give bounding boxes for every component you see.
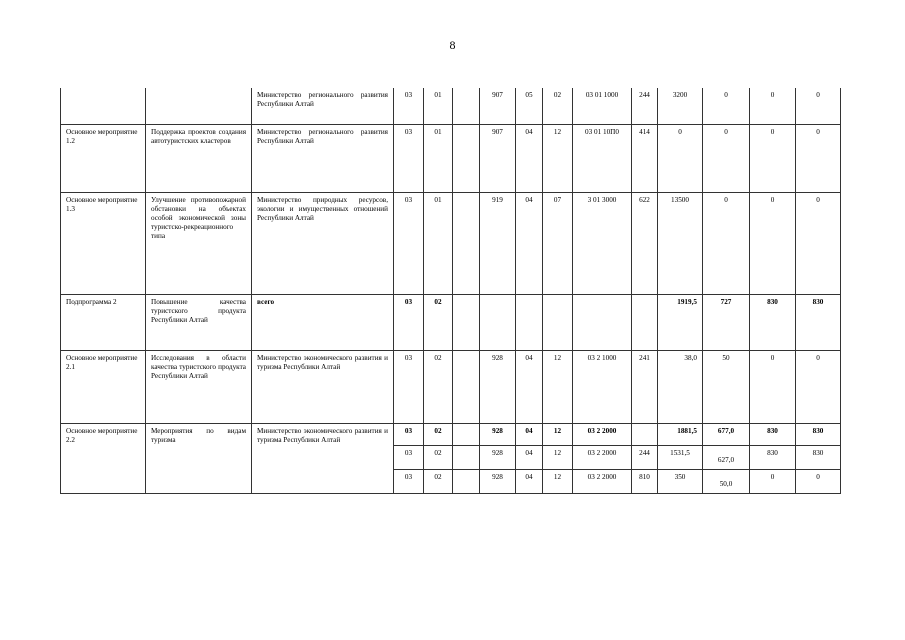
cell-c2: 02 [424, 350, 453, 423]
table-row [61, 294, 841, 350]
cell-c4 [480, 294, 516, 350]
cell-v3: 0 [750, 88, 796, 124]
row-name: Основное мероприятие 2.2 [61, 423, 146, 493]
cell-c4: 928 [480, 469, 516, 493]
cell-v3: 0 [750, 350, 796, 423]
table-row [61, 192, 841, 294]
cell-v1: 350 [658, 469, 703, 493]
cell-c7: 414 [632, 124, 658, 192]
cell-code: 03 2 2000 [573, 423, 632, 445]
cell-c6: 12 [543, 469, 573, 493]
table-row [61, 350, 841, 423]
cell-v2: 0 [703, 88, 750, 124]
cell-c7 [632, 423, 658, 445]
cell-c6: 12 [543, 350, 573, 423]
cell-c6: 07 [543, 192, 573, 294]
cell-c1: 03 [394, 350, 424, 423]
cell-v2: 627,0 [703, 445, 750, 469]
cell-v4: 0 [796, 124, 841, 192]
row-ministry: Министерство экономического развития и туризма Республики Алтай [252, 350, 394, 423]
cell-c7: 244 [632, 445, 658, 469]
cell-v4: 830 [796, 423, 841, 445]
row-title: Мероприятия по видам туризма [146, 423, 252, 493]
row-name [61, 88, 146, 124]
cell-c3 [453, 294, 480, 350]
page-number: 8 [449, 38, 456, 52]
cell-v4: 0 [796, 469, 841, 493]
cell-c5: 04 [516, 124, 543, 192]
row-ministry: Министерство экономического развития и туризма Республики Алтай [252, 423, 394, 493]
cell-c3 [453, 423, 480, 445]
cell-c7: 244 [632, 88, 658, 124]
cell-c3 [453, 124, 480, 192]
cell-c3 [453, 192, 480, 294]
cell-v1: 3200 [658, 88, 703, 124]
cell-code: 03 01 1000 [573, 88, 632, 124]
cell-v1: 1881,5 [658, 423, 703, 445]
cell-v3: 830 [750, 445, 796, 469]
cell-c7: 241 [632, 350, 658, 423]
cell-v1: 1919,5 [658, 294, 703, 350]
cell-code: 03 2 1000 [573, 350, 632, 423]
cell-v3: 830 [750, 294, 796, 350]
cell-v2: 677,0 [703, 423, 750, 445]
row-ministry: Министерство регионального развития Республики Алтай [252, 124, 394, 192]
cell-v1: 1531,5 [658, 445, 703, 469]
cell-v2: 50,0 [703, 469, 750, 493]
cell-v2: 727 [703, 294, 750, 350]
cell-c5: 05 [516, 88, 543, 124]
cell-c4: 928 [480, 423, 516, 445]
cell-c5: 04 [516, 192, 543, 294]
cell-c2: 02 [424, 423, 453, 445]
cell-c6: 02 [543, 88, 573, 124]
row-name: Подпрограмма 2 [61, 294, 146, 350]
cell-v4: 0 [796, 88, 841, 124]
cell-v2: 50 [703, 350, 750, 423]
cell-c6: 12 [543, 124, 573, 192]
cell-v1: 38,0 [658, 350, 703, 423]
row-name: Основное мероприятие 1.2 [61, 124, 146, 192]
cell-v3: 0 [750, 124, 796, 192]
cell-v4: 0 [796, 350, 841, 423]
cell-c1: 03 [394, 445, 424, 469]
cell-c3 [453, 469, 480, 493]
cell-v4: 830 [796, 445, 841, 469]
cell-c5 [516, 294, 543, 350]
cell-c1: 03 [394, 192, 424, 294]
cell-c6: 12 [543, 445, 573, 469]
cell-code: 03 2 2000 [573, 445, 632, 469]
cell-v2: 0 [703, 124, 750, 192]
cell-v3: 830 [750, 423, 796, 445]
cell-c3 [453, 88, 480, 124]
cell-code: 3 01 3000 [573, 192, 632, 294]
row-title: Повышение качества туристского продукта Республики Алтай [146, 294, 252, 350]
table-row [61, 124, 841, 192]
cell-c7: 622 [632, 192, 658, 294]
cell-c1: 03 [394, 294, 424, 350]
cell-c2: 01 [424, 192, 453, 294]
cell-c2: 02 [424, 469, 453, 493]
row-ministry: всего [252, 294, 394, 350]
row-title: Исследования в области качества туристского продукта Республики Алтай [146, 350, 252, 423]
cell-c6 [543, 294, 573, 350]
table-row [61, 88, 841, 124]
cell-c4: 928 [480, 445, 516, 469]
cell-c2: 02 [424, 445, 453, 469]
cell-v2: 0 [703, 192, 750, 294]
cell-c5: 04 [516, 423, 543, 445]
cell-c2: 01 [424, 124, 453, 192]
row-ministry: Министерство регионального развития Республики Алтай [252, 88, 394, 124]
cell-v1: 13500 [658, 192, 703, 294]
cell-code [573, 294, 632, 350]
cell-c1: 03 [394, 469, 424, 493]
cell-c2: 02 [424, 294, 453, 350]
cell-c3 [453, 350, 480, 423]
cell-v3: 0 [750, 192, 796, 294]
cell-c4: 928 [480, 350, 516, 423]
row-title: Улучшение противопожарной обстановки на объектах особой экономической зоны туристско-рекреационного типа [146, 192, 252, 294]
cell-c7: 810 [632, 469, 658, 493]
table-row [61, 423, 841, 445]
row-title [146, 88, 252, 124]
cell-c2: 01 [424, 88, 453, 124]
budget-table [60, 88, 841, 494]
row-ministry: Министерство природных ресурсов, экологии и имущественных отношений Республики Алтай [252, 192, 394, 294]
cell-code: 03 2 2000 [573, 469, 632, 493]
cell-c3 [453, 445, 480, 469]
cell-c7 [632, 294, 658, 350]
cell-c4: 907 [480, 88, 516, 124]
cell-c5: 04 [516, 469, 543, 493]
cell-v3: 0 [750, 469, 796, 493]
cell-c1: 03 [394, 423, 424, 445]
cell-v1: 0 [658, 124, 703, 192]
row-name: Основное мероприятие 1.3 [61, 192, 146, 294]
cell-v4: 830 [796, 294, 841, 350]
cell-c5: 04 [516, 445, 543, 469]
cell-c1: 03 [394, 124, 424, 192]
cell-c1: 03 [394, 88, 424, 124]
cell-c5: 04 [516, 350, 543, 423]
row-title: Поддержка проектов создания автотуристских кластеров [146, 124, 252, 192]
cell-c4: 907 [480, 124, 516, 192]
cell-c6: 12 [543, 423, 573, 445]
cell-v4: 0 [796, 192, 841, 294]
cell-code: 03 01 10П0 [573, 124, 632, 192]
row-name: Основное мероприятие 2.1 [61, 350, 146, 423]
cell-c4: 919 [480, 192, 516, 294]
